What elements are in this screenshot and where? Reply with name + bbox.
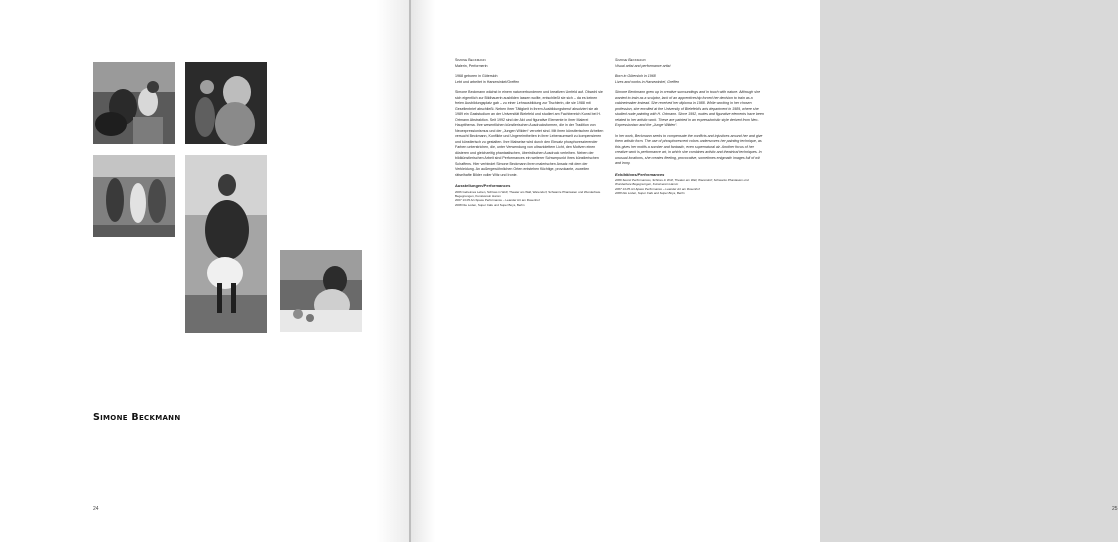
en-residence-info: Lives and works in Harsewinkel, Greffen xyxy=(615,79,680,84)
photo-costumed-figure-outdoors xyxy=(185,155,267,333)
de-biography: Simone Beckmann wächst in einem naturverbundenen und kreativen Umfeld auf. Obwohl sie sich eigentlich zur Bildhauerin ausbilden lassen wollte, entschließt sie sich – da es keinen freien Ausbildungsplatz gab – zu einer Lehrausbildung zur Tischlerin, die sie 1988 mit Gesellenbrief abschließt. Neben ihrer Tätigkeit in ihrem Ausbildungsberuf absolviert sie ab 1989 ein Gaststudium an der Universität Bielefeld und studiert am Fachbereich Kunst bei H. Ortmann Abstraktion. Seit 1992 sind der Akt und figurative Elemente in ihrer Malerei Hauptthema. Ihre wesentlichen künstlerischen Ausdrucksformen, die in der Tradition von Neoexpressionismus und der „Jungen Wilden“ verortet sind. Mit ihren künstlerischen Arbeiten versucht Beckmann, Konflikte und Ungereimtheiten in ihrer Lebensumwelt zu kompensieren und künstlerisch zu gestalten. Ihre Malweise wird durch den Einsatz phosphoreszierender Farben unterstrichen, die, unter Verwendung von ultraviolettem Licht, den Motiven einen düsteren und gleichzeitig phantastischen, überirdischen Ausdruck verleihen. Neben der bildkünstlerischen Arbeit sind Performances ein weiterer Schwerpunkt ihres künstlerischen Schaffens. Hier verbindet Simone Beckmann ihren malerischen Ansatz mit dem der Verkleidung. An außergewöhnlichen Orten entstehen flüchtige, provokante, zuweilen rätselhafte Bilder voller Witz und Ironie. xyxy=(455,90,604,177)
de-exhibition-item: 2007 13.05 Art-Space Performance – Leander Art am Rosenhof xyxy=(455,198,540,203)
photo-figures-in-room xyxy=(93,155,175,237)
page-number-left: 24 xyxy=(93,506,99,512)
en-exhibition-item: 2006 Secret Performances, Schloss in Wolf, Theater am Wall, Warendorf, Schwarze Phantasien und Wunderbare Begegnungen, Kunstverein Hamm xyxy=(615,178,749,187)
photo-woman-at-table xyxy=(280,250,362,332)
en-exhibition-item: 2008 Die Loden, Super Cafe and Super Boys, Berlin xyxy=(615,191,685,196)
de-exhibitions-heading: Ausstellungen/Performances xyxy=(455,183,511,188)
en-exhibition-item: 2007 13.05 Art-Space Performance – Leander Art am Rosenhof xyxy=(615,186,700,191)
photo-performance-crowd xyxy=(93,62,175,144)
german-text-column xyxy=(455,58,605,207)
en-biography-paragraph-1: Simone Beckmann grew up in creative surroundings and in touch with nature. Although she wanted to train as a sculptor, lack of an apprenticeship forced her decision to train as a cabinetmaker instead. She received her diploma in 1988. While working in her chosen profession, she enrolled at the University of Bielefeld's arts department in 1989, where she studied nude painting with H. Ortmann. Since 1992, nudes and figurative elements have been related to her artistic work. These are painted in an expressionistic style derived from Neo-Expressionism and the „Junge Wilden“. xyxy=(615,90,764,127)
en-birth-info: Born in Gütersloh in 1968 xyxy=(615,74,656,78)
de-birth-info: 1968 geboren in Gütersloh xyxy=(455,74,498,78)
photo-costumed-performers xyxy=(185,62,267,144)
left-page xyxy=(0,0,409,542)
page-number-right: 25 xyxy=(1112,506,1118,512)
de-exhibition-item: 2008 Die Loden, Super Cafe und Super Boys, Berlin xyxy=(455,202,525,207)
en-biography-paragraph-2: In her work, Beckmann seeks to compensate the conflicts and injustices around her and give them artistic form. The use of phosphorescent colors underscores her painting technique, as this gives her motifs a somber and fantastic, even supernatural air. Another focus of her creative work is performance art, in which she combines artistic and theatrical techniques. In unusual locations, she creates fleeting, provocative, sometimes enigmatic images full of wit and irony. xyxy=(615,133,763,165)
de-exhibition-item: 2006 Geheimes Leben, Schloss in Wolf, Theater am Wall, Warendorf, Schwarze Phantasien und Wunderbare Begegnungen, Kunstverein Hamm xyxy=(455,189,601,198)
artist-name-heading: Simone Beckmann xyxy=(93,412,181,423)
de-artist-role: Malerin, Performerin xyxy=(455,63,488,68)
en-exhibitions-heading: Exhibitions/Performances xyxy=(615,171,665,177)
en-artist-role: Visual artist and performance artist xyxy=(615,63,671,68)
en-artist-name: Simone Beckmann xyxy=(615,58,646,62)
english-text-column xyxy=(615,58,765,196)
de-artist-name: Simone Beckmann xyxy=(455,58,486,62)
de-residence-info: Lebt und arbeitet in Harsewinkel/Greffen xyxy=(455,79,520,84)
